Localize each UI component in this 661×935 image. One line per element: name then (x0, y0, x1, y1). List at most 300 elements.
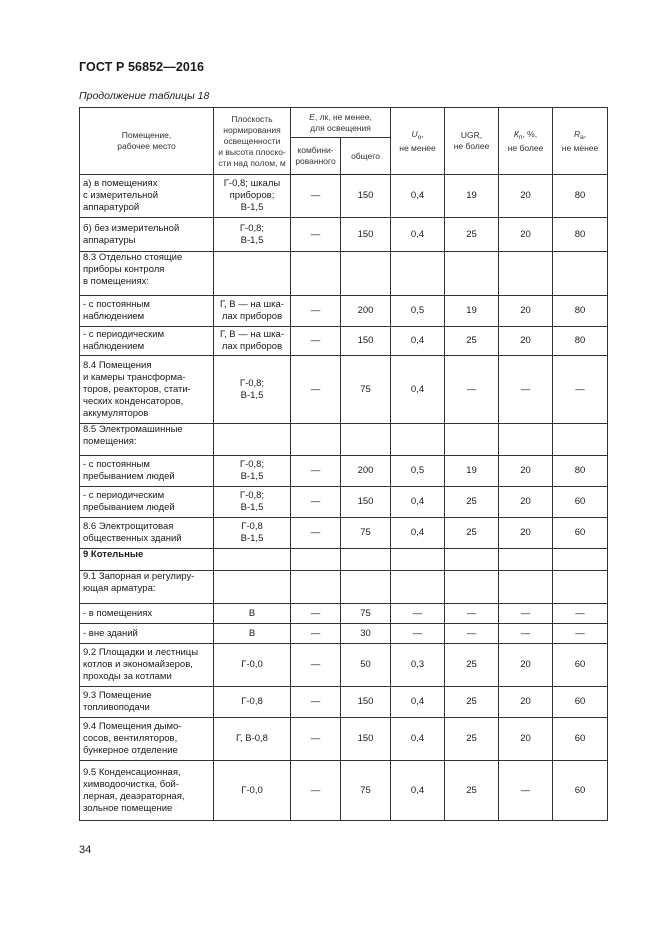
cell-ra (553, 296, 608, 327)
cell-ra (553, 571, 608, 604)
cell-ra-text: 60 (574, 733, 586, 744)
cell-comb-text: — (310, 496, 321, 507)
cell-ugr-text: 25 (466, 696, 477, 707)
cell-gen-text: 75 (360, 527, 371, 538)
cell-kp (499, 218, 553, 252)
cell-plane-text: Г-0,8; В-1,5 (239, 222, 265, 246)
cell-comb (291, 327, 341, 356)
ugr-text: UGR, не более (453, 130, 490, 151)
cell-room-text: 8.3 Отдельно стоящие приборы контроля в помещениях: (83, 252, 183, 287)
cell-kp (499, 687, 553, 718)
table-header (80, 108, 608, 175)
cell-room-text: 9 Котельные (83, 549, 144, 560)
cell-ugr-text: 25 (466, 335, 477, 346)
cell-room (80, 571, 214, 604)
cell-comb (291, 644, 341, 687)
cell-ra-text: — (575, 383, 585, 395)
cell-ugr (445, 624, 499, 644)
cell-ugr-text: 19 (466, 190, 477, 201)
cell-plane (214, 644, 291, 687)
col-header-illuminance (291, 108, 391, 138)
cell-ugr (445, 718, 499, 761)
cell-ra (553, 761, 608, 821)
cell-gen (341, 761, 391, 821)
cell-room (80, 518, 214, 549)
cell-ugr (445, 571, 499, 604)
cell-uo-text: 0,5 (410, 465, 425, 476)
cell-room (80, 252, 214, 296)
cell-ugr-text: 25 (466, 659, 477, 670)
cell-gen-text: 150 (357, 190, 374, 201)
cell-ra (553, 327, 608, 356)
table-row (80, 218, 608, 252)
cell-plane (214, 252, 291, 296)
cell-room-text: 9.4 Помещения дымо- сосов, вентиляторов, бункерное отделение (83, 721, 182, 756)
cell-uo-text: 0,4 (410, 696, 425, 707)
cell-plane (214, 604, 291, 624)
cell-gen-text: 150 (357, 496, 374, 507)
uo-tail: , не менее (399, 128, 436, 153)
uo-symbol: U (411, 128, 418, 139)
cell-uo (391, 456, 445, 487)
cell-kp-text: 20 (520, 659, 531, 670)
ra-tail: , не менее (561, 128, 599, 153)
cell-plane (214, 175, 291, 218)
cell-kp-text: 20 (520, 733, 531, 744)
cell-ugr-text: 19 (466, 465, 477, 476)
cell-comb-text: — (310, 607, 321, 619)
cell-kp (499, 296, 553, 327)
cell-gen-text: 150 (357, 696, 374, 707)
cell-kp (499, 424, 553, 456)
cell-ra-text: 80 (574, 190, 586, 201)
cell-gen-text: 75 (360, 607, 371, 619)
cell-uo (391, 252, 445, 296)
cell-uo (391, 356, 445, 424)
cell-kp (499, 718, 553, 761)
col-header-combined (291, 138, 341, 175)
cell-comb-text: — (310, 383, 321, 395)
cell-plane-text: В (248, 627, 256, 639)
cell-uo (391, 327, 445, 356)
table-row (80, 518, 608, 549)
cell-gen (341, 487, 391, 518)
cell-gen (341, 571, 391, 604)
cell-ugr-text: — (466, 627, 477, 639)
cell-ra (553, 624, 608, 644)
cell-uo-text: 0,4 (410, 527, 425, 538)
cell-kp-text: 20 (520, 527, 531, 538)
col-header-kp (499, 108, 553, 175)
cell-comb-text: — (310, 784, 321, 796)
cell-ugr-text: 19 (466, 305, 477, 316)
cell-ugr (445, 296, 499, 327)
general-text: общего (351, 150, 380, 161)
cell-uo-text: 0,3 (410, 659, 425, 670)
illum-symbol: Е (309, 111, 315, 122)
cell-comb-text: — (310, 228, 321, 240)
cell-uo (391, 518, 445, 549)
table-row (80, 252, 608, 296)
cell-uo (391, 175, 445, 218)
cell-plane (214, 571, 291, 604)
cell-ugr-text: 25 (466, 496, 477, 507)
cell-room (80, 424, 214, 456)
cell-kp-text: 20 (520, 465, 531, 476)
col-header-ugr (445, 108, 499, 175)
cell-comb-text: — (310, 465, 321, 476)
cell-room (80, 644, 214, 687)
cell-uo-text: 0,4 (410, 335, 425, 346)
uo-subscript: o (417, 133, 422, 141)
cell-uo (391, 718, 445, 761)
cell-ra-text: 80 (574, 305, 586, 316)
cell-gen (341, 424, 391, 456)
cell-room (80, 761, 214, 821)
cell-comb (291, 218, 341, 252)
cell-plane (214, 296, 291, 327)
cell-ra-text: 80 (574, 335, 586, 346)
table-row (80, 296, 608, 327)
table-caption: Продолжение таблицы 18 (79, 90, 210, 102)
table-row (80, 761, 608, 821)
cell-plane (214, 327, 291, 356)
cell-plane (214, 424, 291, 456)
cell-gen-text: 150 (357, 228, 374, 240)
cell-ugr-text: 25 (466, 784, 477, 796)
cell-comb (291, 549, 341, 571)
cell-gen-text: 75 (360, 383, 371, 395)
cell-uo-text: — (412, 607, 423, 619)
cell-gen (341, 624, 391, 644)
cell-uo (391, 487, 445, 518)
illum-group-text: , лк, не менее, для освещения (310, 111, 372, 133)
cell-kp (499, 487, 553, 518)
cell-ugr-text: — (466, 383, 477, 395)
cell-gen (341, 296, 391, 327)
cell-ra-text: 60 (574, 496, 586, 507)
table-row (80, 456, 608, 487)
cell-comb (291, 604, 341, 624)
table-row (80, 687, 608, 718)
cell-gen (341, 604, 391, 624)
cell-room-text: 8.5 Электромашинные помещения: (83, 424, 183, 447)
cell-ugr-text: 25 (466, 228, 477, 240)
cell-comb-text: — (310, 305, 321, 316)
table-row (80, 718, 608, 761)
cell-ra-text: 80 (574, 465, 586, 476)
cell-ra (553, 687, 608, 718)
cell-uo (391, 571, 445, 604)
cell-ra-text: — (575, 607, 585, 619)
table-row (80, 549, 608, 571)
cell-gen-text: 150 (357, 335, 374, 346)
cell-uo (391, 687, 445, 718)
cell-ugr (445, 218, 499, 252)
kp-tail: , %, не более (507, 128, 544, 153)
cell-ugr (445, 252, 499, 296)
cell-kp (499, 604, 553, 624)
cell-ra (553, 218, 608, 252)
cell-room-text: - вне зданий (83, 627, 138, 639)
cell-comb (291, 624, 341, 644)
cell-comb-text: — (310, 527, 321, 538)
table-row (80, 327, 608, 356)
ra-symbol: R (573, 128, 581, 139)
cell-gen (341, 644, 391, 687)
cell-comb (291, 571, 341, 604)
cell-ugr (445, 356, 499, 424)
cell-comb (291, 518, 341, 549)
cell-room (80, 175, 214, 218)
cell-uo (391, 218, 445, 252)
col-header-room-text: Помещение, рабочее место (117, 130, 176, 151)
cell-gen (341, 175, 391, 218)
cell-plane-text: Г-0,8; шкалы приборов; В-1,5 (223, 178, 281, 213)
cell-gen-text: 50 (360, 659, 371, 670)
cell-ra (553, 252, 608, 296)
table-row (80, 175, 608, 218)
cell-ugr (445, 604, 499, 624)
cell-plane-text: Г-0,8; В-1,5 (239, 490, 265, 513)
cell-ra (553, 604, 608, 624)
col-header-plane (214, 108, 291, 175)
cell-room-text: а) в помещениях с измерительной аппаратурой (83, 178, 158, 213)
cell-kp (499, 518, 553, 549)
cell-ra (553, 549, 608, 571)
kp-subscript: п (518, 133, 523, 141)
cell-ra (553, 487, 608, 518)
cell-ugr (445, 761, 499, 821)
col-header-plane-text: Плоскость нормирования освещенности и высота плоско- сти над полом, м (218, 113, 286, 168)
page-number: 34 (79, 844, 92, 856)
cell-plane-text: Г-0,8; В-1,5 (239, 377, 265, 401)
cell-ra (553, 424, 608, 456)
table-row (80, 604, 608, 624)
cell-room (80, 549, 214, 571)
cell-room-text: 9.3 Помещение топливоподачи (83, 690, 152, 713)
cell-kp (499, 175, 553, 218)
cell-gen (341, 549, 391, 571)
cell-ra (553, 456, 608, 487)
cell-ra (553, 718, 608, 761)
col-header-general (341, 138, 391, 175)
cell-plane-text: Г-0,0 (241, 784, 263, 796)
cell-kp (499, 571, 553, 604)
cell-plane (214, 549, 291, 571)
cell-ra (553, 644, 608, 687)
cell-room (80, 327, 214, 356)
cell-plane-text: Г-0,8 В-1,5 (240, 521, 264, 544)
table-row (80, 571, 608, 604)
cell-comb (291, 356, 341, 424)
cell-room-text: 8.6 Электрощитовая общественных зданий (83, 521, 182, 544)
cell-comb (291, 487, 341, 518)
cell-ra-text: 60 (574, 527, 586, 538)
cell-plane-text: Г-0,8 (241, 696, 263, 707)
cell-plane (214, 356, 291, 424)
cell-uo-text: — (412, 627, 423, 639)
table-row (80, 487, 608, 518)
cell-plane-text: Г-0,0 (241, 659, 263, 670)
cell-kp (499, 252, 553, 296)
cell-room (80, 718, 214, 761)
kp-symbol: К (513, 128, 519, 139)
col-header-room (80, 108, 214, 175)
cell-room-text: - в помещениях (83, 607, 153, 619)
cell-room-text: - с постоянным наблюдением (83, 299, 150, 322)
cell-gen (341, 456, 391, 487)
cell-room (80, 218, 214, 252)
cell-kp-text: — (520, 784, 531, 796)
cell-uo (391, 761, 445, 821)
table-row (80, 644, 608, 687)
cell-gen (341, 252, 391, 296)
standard-title: ГОСТ Р 56852—2016 (79, 60, 205, 74)
cell-plane (214, 218, 291, 252)
cell-ra-text: 80 (574, 228, 586, 240)
cell-ugr (445, 175, 499, 218)
cell-uo-text: 0,4 (410, 784, 425, 796)
cell-uo-text: 0,4 (410, 228, 425, 240)
cell-kp (499, 761, 553, 821)
cell-ra-text: 60 (574, 659, 586, 670)
cell-kp-text: 20 (520, 305, 531, 316)
cell-room-text: - с периодическим наблюдением (83, 329, 165, 352)
cell-gen-text: 30 (360, 627, 371, 639)
cell-gen (341, 687, 391, 718)
table-row (80, 624, 608, 644)
cell-uo-text: 0,4 (410, 496, 425, 507)
cell-plane (214, 687, 291, 718)
cell-room (80, 356, 214, 424)
cell-ra (553, 356, 608, 424)
cell-comb (291, 718, 341, 761)
cell-comb (291, 456, 341, 487)
cell-ugr-text: 25 (466, 733, 477, 744)
cell-uo-text: 0,4 (410, 733, 425, 744)
cell-plane-text: Г, В — на шка- лах приборов (220, 329, 284, 352)
cell-plane (214, 518, 291, 549)
cell-ugr (445, 518, 499, 549)
cell-ugr (445, 327, 499, 356)
cell-comb (291, 424, 341, 456)
cell-plane-text: Г, В-0,8 (236, 733, 268, 744)
cell-uo (391, 624, 445, 644)
table-row (80, 356, 608, 424)
cell-kp-text: 20 (520, 190, 531, 201)
cell-ugr-text: — (466, 607, 477, 619)
table-row (80, 424, 608, 456)
cell-room-text: - с постоянным пребыванием людей (83, 459, 175, 482)
cell-plane (214, 761, 291, 821)
cell-comb (291, 296, 341, 327)
cell-kp-text: — (520, 383, 531, 395)
cell-uo (391, 296, 445, 327)
cell-room-text: 9.5 Конденсационная, химводоочистка, бой- лерная, деаэраторная, зольное помещение (83, 766, 185, 814)
cell-room (80, 687, 214, 718)
cell-room-text: 8.4 Помещения и камеры трансформа- торов, реакторов, стати- ческих конденсаторов, аккумуляторов (83, 359, 191, 419)
cell-room (80, 624, 214, 644)
cell-room-text: б) без измерительной аппаратуры (83, 222, 180, 246)
cell-kp (499, 327, 553, 356)
col-header-uo (391, 108, 445, 175)
cell-kp (499, 624, 553, 644)
cell-uo (391, 424, 445, 456)
cell-kp-text: 20 (520, 335, 531, 346)
cell-ugr (445, 687, 499, 718)
cell-kp (499, 549, 553, 571)
cell-plane-text: Г, В — на шка- лах приборов (220, 299, 284, 322)
table-body (80, 175, 608, 821)
cell-plane (214, 624, 291, 644)
cell-ugr (445, 644, 499, 687)
cell-ra (553, 518, 608, 549)
cell-kp-text: 20 (520, 496, 531, 507)
ra-subscript: a (580, 133, 584, 141)
cell-ugr (445, 487, 499, 518)
cell-comb-text: — (310, 733, 321, 744)
cell-gen-text: 200 (357, 305, 374, 316)
cell-gen-text: 200 (357, 465, 374, 476)
cell-room (80, 487, 214, 518)
cell-room (80, 456, 214, 487)
cell-uo-text: 0,4 (410, 190, 425, 201)
cell-room-text: 9.2 Площадки и лестницы котлов и экономайзеров, проходы за котлами (83, 647, 199, 682)
cell-comb-text: — (310, 335, 321, 346)
cell-comb-text: — (310, 696, 321, 707)
cell-comb (291, 687, 341, 718)
cell-uo-text: 0,4 (410, 383, 425, 395)
cell-uo (391, 644, 445, 687)
cell-ra (553, 175, 608, 218)
cell-comb-text: — (310, 190, 321, 201)
cell-ugr (445, 456, 499, 487)
cell-comb (291, 761, 341, 821)
cell-room (80, 296, 214, 327)
lighting-norms-table (79, 107, 608, 821)
cell-kp-text: 20 (520, 696, 531, 707)
cell-gen-text: 150 (357, 733, 374, 744)
cell-plane (214, 718, 291, 761)
cell-uo (391, 604, 445, 624)
cell-plane-text: Г-0,8; В-1,5 (239, 459, 265, 482)
cell-kp (499, 456, 553, 487)
cell-gen (341, 718, 391, 761)
cell-gen (341, 327, 391, 356)
cell-kp-text: 20 (520, 228, 531, 240)
cell-ugr (445, 549, 499, 571)
cell-kp-text: — (520, 607, 531, 619)
cell-plane (214, 487, 291, 518)
col-header-ra (553, 108, 608, 175)
cell-ugr (445, 424, 499, 456)
cell-uo (391, 549, 445, 571)
cell-gen (341, 356, 391, 424)
cell-ra-text: 60 (574, 784, 586, 796)
cell-ra-text: 60 (574, 696, 586, 707)
cell-room (80, 604, 214, 624)
cell-gen (341, 518, 391, 549)
cell-uo-text: 0,5 (410, 305, 425, 316)
cell-gen (341, 218, 391, 252)
cell-comb-text: — (310, 627, 321, 639)
cell-plane-text: В (248, 607, 256, 619)
cell-plane (214, 456, 291, 487)
cell-ra-text: — (575, 627, 585, 639)
cell-kp (499, 644, 553, 687)
cell-gen-text: 75 (360, 784, 371, 796)
